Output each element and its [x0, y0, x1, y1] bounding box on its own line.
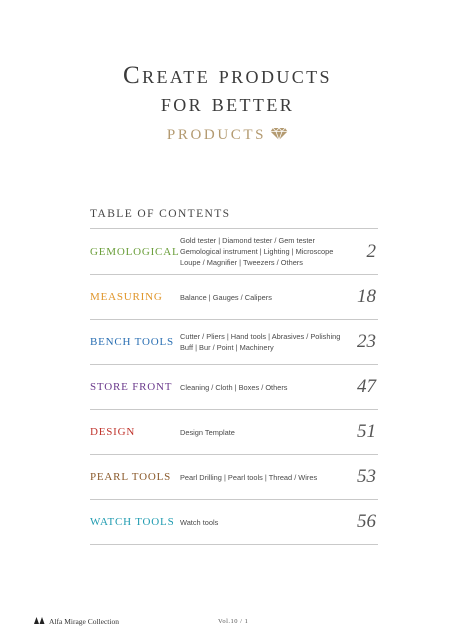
toc-item-line: Buff | Bur / Point | Machinery	[180, 343, 274, 352]
toc-category: WATCH TOOLS	[90, 516, 175, 528]
toc-category: STORE FRONT	[90, 381, 173, 393]
toc-page-number: 23	[357, 331, 376, 352]
toc-item-line: Gemological instrument | Lighting | Microscope	[180, 247, 334, 256]
toc-page-number: 47	[357, 376, 376, 397]
toc-category: MEASURING	[90, 291, 163, 303]
toc-items	[180, 500, 352, 544]
brand-logo-icon	[34, 617, 45, 626]
toc-items	[180, 229, 352, 274]
toc-page-number: 2	[366, 240, 376, 262]
toc-row[interactable]	[90, 455, 378, 500]
toc-item-line: Loupe / Magnifier | Tweezers / Others	[180, 258, 303, 267]
toc-item-line: Balance | Gauges / Calipers	[180, 292, 272, 302]
toc-items	[180, 455, 352, 499]
toc-category: DESIGN	[90, 426, 136, 438]
toc-items	[180, 365, 352, 409]
toc-row[interactable]	[90, 410, 378, 455]
diamond-icon	[270, 120, 288, 148]
toc-items	[180, 410, 352, 454]
footer-volume: Vol.10 / 1	[218, 618, 249, 625]
hero-line-3-text: products	[166, 119, 267, 144]
toc-item-line: Cutter / Pliers | Hand tools | Abrasives / Polishing	[180, 332, 341, 341]
toc-row[interactable]	[90, 275, 378, 320]
toc-category: PEARL TOOLS	[90, 471, 172, 483]
toc-item-line: Watch tools	[180, 517, 219, 527]
footer-brand	[34, 617, 119, 626]
toc-items	[180, 275, 352, 319]
toc-page-number: 51	[357, 421, 376, 442]
toc-item-line: Design Template	[180, 427, 235, 437]
hero-line-3	[0, 118, 455, 148]
toc-item-line: Pearl Drilling | Pearl tools | Thread / Wires	[180, 472, 318, 482]
toc-heading: TABLE OF CONTENTS	[90, 208, 231, 220]
toc-page-number: 56	[357, 511, 376, 532]
toc-page-number: 53	[357, 466, 376, 487]
footer-brand-text: Alfa Mirage Collection	[49, 617, 119, 626]
toc-item-line: Gold tester | Diamond tester / Gem tester	[180, 236, 316, 245]
toc-page-number: 18	[357, 286, 376, 307]
toc-category: BENCH TOOLS	[90, 336, 174, 348]
toc-category: GEMOLOGICAL	[90, 245, 180, 258]
toc-row[interactable]	[90, 365, 378, 410]
toc-items	[180, 320, 352, 364]
hero-line-1: Create products	[123, 62, 332, 89]
toc-row[interactable]	[90, 320, 378, 365]
hero-title	[0, 62, 455, 148]
toc-row[interactable]	[90, 500, 378, 545]
toc-list	[90, 228, 378, 545]
toc-item-line: Cleaning / Cloth | Boxes / Others	[180, 382, 288, 392]
toc-row[interactable]	[90, 228, 378, 275]
hero-line-2: for better	[160, 90, 295, 117]
